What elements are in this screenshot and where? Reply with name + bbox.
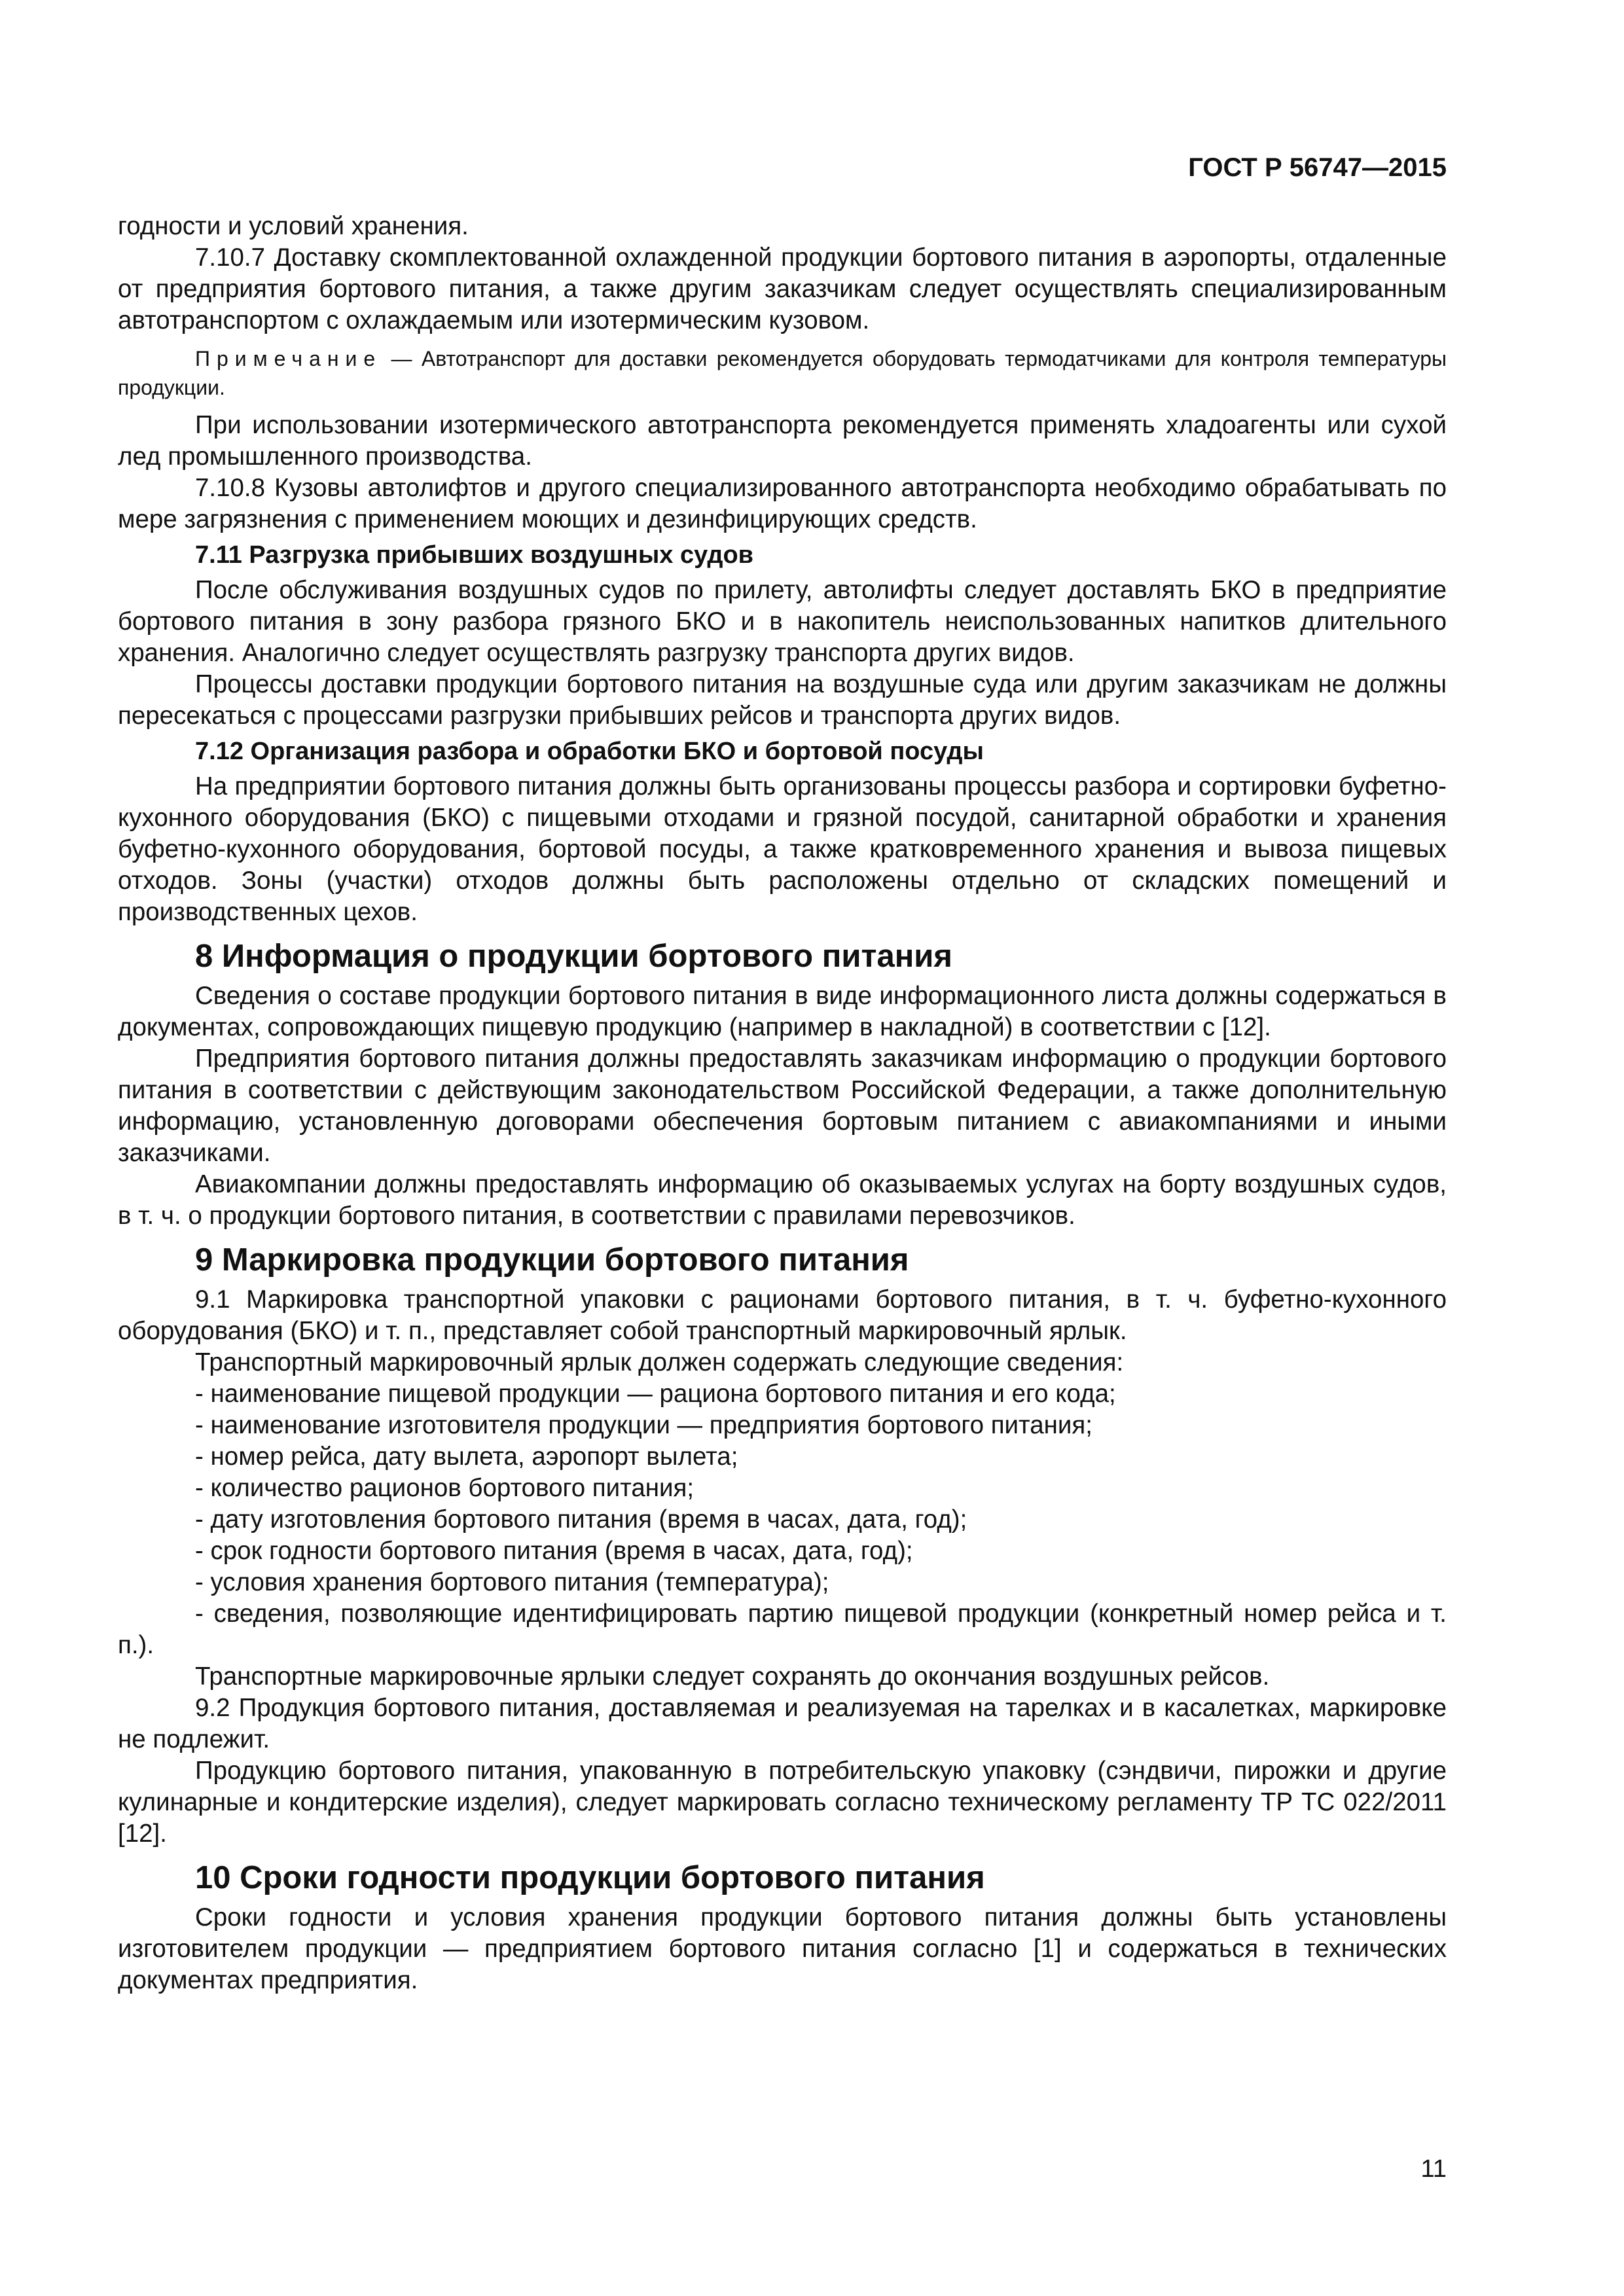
section-heading-8: 8 Информация о продукции бортового питания xyxy=(195,939,953,974)
list-item: - номер рейса, дату вылета, аэропорт вылета; xyxy=(195,1443,738,1471)
list-item: - наименование изготовителя продукции — предприятия бортового питания; xyxy=(195,1411,1092,1439)
section-heading-9: 9 Маркировка продукции бортового питания xyxy=(195,1242,909,1278)
section-heading-7-12: 7.12 Организация разбора и обработки БКО и бортовой посуды xyxy=(195,738,984,765)
note xyxy=(118,344,1447,402)
paragraph: Транспортные маркировочные ярлыки следует сохранять до окончания воздушных рейсов. xyxy=(195,1662,1270,1691)
paragraph: Сведения о составе продукции бортового питания в виде информационного листа должны содержаться в документах, сопровождающих пищевую продукцию (например в накладной) в соответствии с [12]. xyxy=(118,982,1447,1041)
list-item: - количество рационов бортового питания; xyxy=(195,1474,695,1502)
paragraph: Процессы доставки продукции бортового питания на воздушные суда или другим заказчикам не должны пересекаться с процессами разгрузки прибывших рейсов и транспорта других видов. xyxy=(118,670,1447,730)
paragraph: Авиакомпании должны предоставлять информацию об оказываемых услугах на борту воздушных судов, в т. ч. о продукции бортового питания, в соответствии с правилами перевозчиков. xyxy=(118,1170,1447,1230)
list-item: - условия хранения бортового питания (температура); xyxy=(195,1568,829,1596)
list-item: - наименование пищевой продукции — рациона бортового питания и его кода; xyxy=(195,1380,1116,1408)
page-body xyxy=(118,211,1447,1996)
page-number: 11 xyxy=(1420,2155,1447,2183)
paragraph: После обслуживания воздушных судов по прилету, автолифты следует доставлять БКО в предприятие бортового питания в зону разбора грязного БКО и в накопитель неиспользованных напитков длительного хранения. Аналогично следует осуществлять разгрузку транспорта других видов. xyxy=(118,576,1447,667)
paragraph: Предприятия бортового питания должны предоставлять заказчикам информацию о продукции бортового питания в соответствии с действующим законодательством Российской Федерации, а также дополнительную информацию, установленную договорами обеспечения бортовым питанием с авиакомпаниями и иными заказчиками. xyxy=(118,1045,1447,1167)
paragraph-7-10-7: 7.10.7 Доставку скомплектованной охлажденной продукции бортового питания в аэропорты, отдаленные от предприятия бортового питания, а также другим заказчикам следует осуществлять специализированным автотранспортом с охлаждаемым или изотермическим кузовом. xyxy=(118,243,1447,334)
section-heading-7-11: 7.11 Разгрузка прибывших воздушных судов xyxy=(195,541,754,569)
paragraph: На предприятии бортового питания должны быть организованы процессы разбора и сортировки буфетно-кухонного оборудования (БКО) с пищевыми отходами и грязной посудой, санитарной обработки и хранения буфетно-кухонного оборудования, бортовой посуды, а также кратковременного хранения и вывоза пищевых отходов. Зоны (участки) отходов должны быть расположены отдельно от складских помещений и производственных цехов. xyxy=(118,772,1447,926)
section-heading-10: 10 Сроки годности продукции бортового питания xyxy=(195,1860,985,1895)
document-code: ГОСТ Р 56747—2015 xyxy=(1188,153,1447,182)
paragraph: Продукцию бортового питания, упакованную в потребительскую упаковку (сэндвичи, пирожки и другие кулинарные и кондитерские изделия), следует маркировать согласно техническому регламенту ТР ТС 022/2011 [12]. xyxy=(118,1757,1447,1848)
paragraph: Сроки годности и условия хранения продукции бортового питания должны быть установлены изготовителем продукции — предприятием бортового питания согласно [1] и содержаться в технических документах предприятия. xyxy=(118,1903,1447,1994)
paragraph: годности и условий хранения. xyxy=(118,212,469,240)
list-item: - срок годности бортового питания (время в часах, дата, год); xyxy=(195,1537,913,1565)
list-item: - дату изготовления бортового питания (время в часах, дата, год); xyxy=(195,1505,967,1534)
paragraph-9-1: 9.1 Маркировка транспортной упаковки с рационами бортового питания, в т. ч. буфетно-кухонного оборудования (БКО) и т. п., представляет собой транспортный маркировочный ярлык. xyxy=(118,1285,1447,1345)
paragraph-7-10-8: 7.10.8 Кузовы автолифтов и другого специализированного автотранспорта необходимо обрабатывать по мере загрязнения с применением моющих и дезинфицирующих средств. xyxy=(118,474,1447,533)
note-label: Примечание xyxy=(195,347,382,370)
paragraph-9-2: 9.2 Продукция бортового питания, доставляемая и реализуемая на тарелках и в касалетках, маркировке не подлежит. xyxy=(118,1694,1447,1753)
note-text: — Автотранспорт для доставки рекомендуется оборудовать термодатчиками для контроля температуры продукции. xyxy=(118,347,1447,399)
paragraph: Транспортный маркировочный ярлык должен содержать следующие сведения: xyxy=(195,1348,1124,1376)
list-item: - сведения, позволяющие идентифицировать партию пищевой продукции (конкретный номер рейса и т. п.). xyxy=(118,1600,1447,1659)
paragraph: При использовании изотермического автотранспорта рекомендуется применять хладоагенты или сухой лед промышленного производства. xyxy=(118,411,1447,471)
